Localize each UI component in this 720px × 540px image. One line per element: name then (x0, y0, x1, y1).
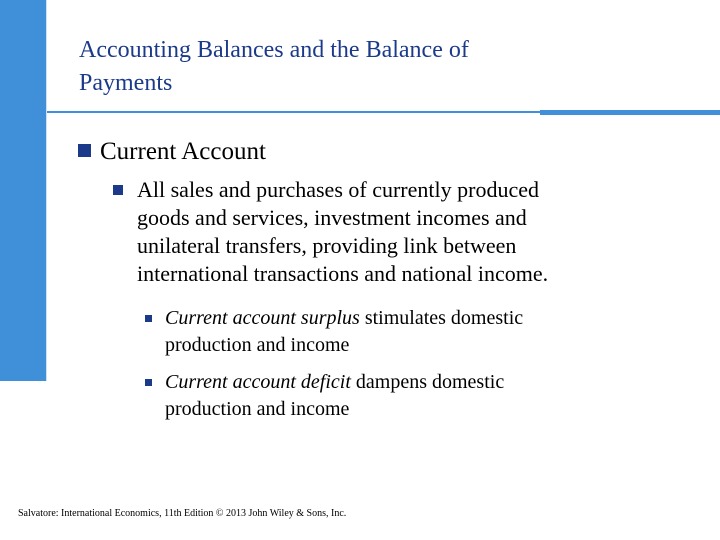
square-bullet-icon (145, 379, 152, 386)
title-divider-accent (540, 110, 720, 115)
slide-title-line-1: Accounting Balances and the Balance of (79, 37, 469, 63)
point-term: Current account deficit (165, 371, 351, 393)
subbullet-line: unilateral transfers, providing link between (137, 233, 517, 258)
square-bullet-icon (78, 144, 91, 157)
point-term: Current account surplus (165, 307, 360, 329)
square-bullet-icon (145, 315, 152, 322)
point-line: production and income (165, 334, 350, 356)
subbullet-line: goods and services, investment incomes and (137, 205, 527, 230)
footer-citation: Salvatore: International Economics, 11th Edition © 2013 John Wiley & Sons, Inc. (18, 508, 347, 519)
subbullet-text (137, 176, 697, 288)
subbullet-line: international transactions and national income. (137, 261, 549, 286)
point-line (165, 305, 665, 332)
point-line (165, 369, 665, 396)
subbullet-line: All sales and purchases of currently produced (137, 177, 539, 202)
square-bullet-icon (113, 185, 123, 195)
heading-text: Current Account (100, 138, 266, 165)
point-text (165, 305, 665, 359)
point-rest: stimulates domestic (359, 307, 524, 329)
slide-title-line-2: Payments (79, 70, 173, 96)
point-line: production and income (165, 398, 350, 420)
heading-bullet (78, 138, 266, 166)
left-accent-bar (0, 0, 47, 381)
point-rest: dampens domestic (350, 371, 505, 393)
slide-title (79, 34, 639, 100)
point-text (165, 369, 665, 423)
